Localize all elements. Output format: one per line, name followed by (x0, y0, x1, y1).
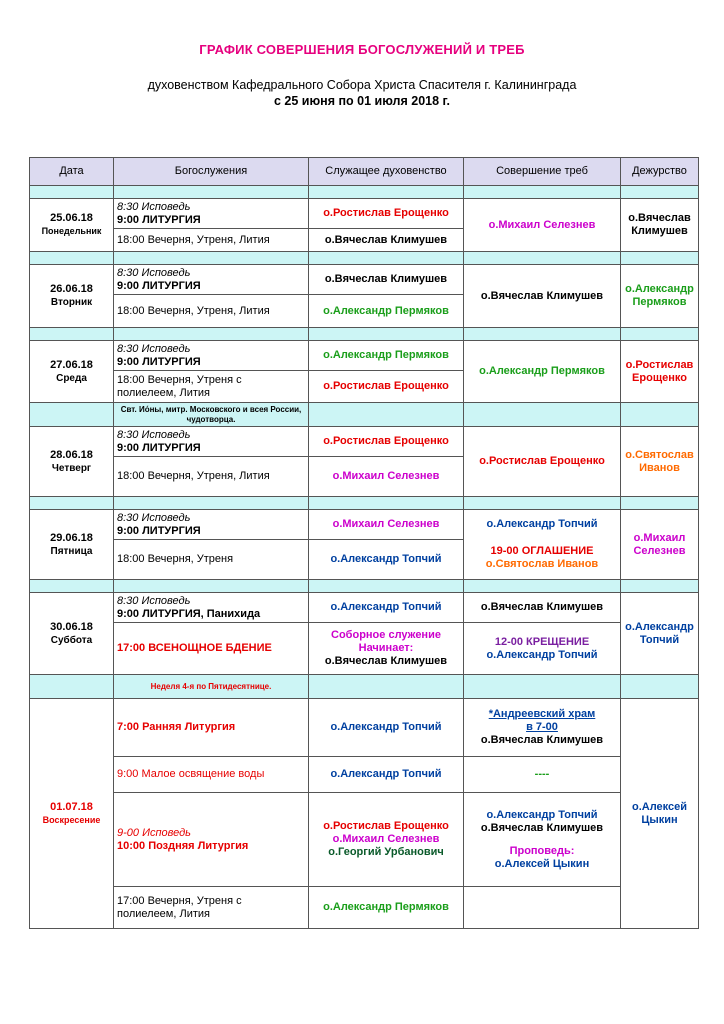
treby-cell: о.Александр Топчий 19-00 ОГЛАШЕНИЕ о.Святослав Иванов (464, 510, 621, 580)
table-row (30, 699, 699, 757)
clergy-cell: о.Ростислав Ерощенко (309, 199, 464, 229)
page-subtitle: духовенством Кафедрального Собора Христа Спасителя г. Калининграда (147, 78, 577, 92)
date-cell: 25.06.18 Понедельник (30, 199, 114, 252)
table-header-row (30, 158, 699, 186)
duty-cell: о.Ростислав Ерощенко (621, 341, 699, 403)
service-cell: 18:00 Вечерня, Утреня с полиелеем, Лития (114, 371, 309, 403)
separator-row (30, 580, 699, 593)
separator-row (30, 328, 699, 341)
treby-cell: о.Ростислав Ерощенко (464, 427, 621, 497)
duty-cell: о.Александр Пермяков (621, 265, 699, 328)
clergy-cell: Соборное служение Начинает: о.Вячеслав Климушев (309, 623, 464, 675)
service-cell: 18:00 Вечерня, Утреня, Лития (114, 457, 309, 497)
date-cell: 27.06.18 Среда (30, 341, 114, 403)
table-row (30, 427, 699, 457)
holiday-note: Неделя 4-я по Пятидесятнице. (114, 675, 309, 699)
clergy-cell: о.Вячеслав Климушев (309, 265, 464, 295)
holiday-row (30, 675, 699, 699)
treby-cell: 12-00 КРЕЩЕНИЕ о.Александр Топчий (464, 623, 621, 675)
treby-cell: *Андреевский храм в 7-00 о.Вячеслав Климушев (464, 699, 621, 757)
date-cell: 26.06.18 Вторник (30, 265, 114, 328)
service-cell: 18:00 Вечерня, Утреня (114, 540, 309, 580)
table-row (30, 887, 699, 929)
treby-cell: о.Александр Пермяков (464, 341, 621, 403)
col-header-date: Дата (30, 158, 114, 186)
treby-cell: о.Вячеслав Климушев (464, 593, 621, 623)
treby-cell (464, 887, 621, 929)
clergy-cell: о.Вячеслав Климушев (309, 229, 464, 252)
service-cell: 17:00 ВСЕНОЩНОЕ БДЕНИЕ (114, 623, 309, 675)
table-row (30, 199, 699, 229)
clergy-cell: о.Александр Топчий (309, 757, 464, 793)
clergy-cell: о.Михаил Селезнев (309, 510, 464, 540)
duty-cell: о.Вячеслав Климушев (621, 199, 699, 252)
schedule-table (29, 157, 699, 929)
col-header-duty: Дежурство (621, 158, 699, 186)
page-title: ГРАФИК СОВЕРШЕНИЯ БОГОСЛУЖЕНИЙ И ТРЕБ (199, 42, 525, 57)
table-row (30, 510, 699, 540)
service-cell: 9-00 Исповедь 10:00 Поздняя Литургия (114, 793, 309, 887)
clergy-cell: о.Александр Топчий (309, 593, 464, 623)
treby-cell: о.Александр Топчий о.Вячеслав Климушев Проповедь: о.Алексей Цыкин (464, 793, 621, 887)
duty-cell: о.Михаил Селезнев (621, 510, 699, 580)
table-row (30, 593, 699, 623)
service-cell: 18:00 Вечерня, Утреня, Лития (114, 295, 309, 328)
service-cell: 9:00 Малое освящение воды (114, 757, 309, 793)
duty-cell: о.Святослав Иванов (621, 427, 699, 497)
clergy-cell: о.Александр Пермяков (309, 295, 464, 328)
clergy-cell: о.Александр Пермяков (309, 341, 464, 371)
page-period: с 25 июня по 01 июля 2018 г. (274, 94, 450, 108)
col-header-treby: Совершение треб (464, 158, 621, 186)
clergy-cell: о.Ростислав Ерощенко (309, 371, 464, 403)
clergy-cell: о.Александр Топчий (309, 540, 464, 580)
service-cell: 18:00 Вечерня, Утреня, Лития (114, 229, 309, 252)
col-header-services: Богослужения (114, 158, 309, 186)
clergy-cell: о.Александр Топчий (309, 699, 464, 757)
table-row (30, 341, 699, 371)
date-cell: 01.07.18 Воскресение (30, 699, 114, 929)
duty-cell: о.Александр Топчий (621, 593, 699, 675)
table-row (30, 623, 699, 675)
service-cell: 8:30 Исповедь 9:00 ЛИТУРГИЯ (114, 341, 309, 371)
service-cell: 8:30 Исповедь 9:00 ЛИТУРГИЯ (114, 199, 309, 229)
service-cell: 8:30 Исповедь 9:00 ЛИТУРГИЯ (114, 510, 309, 540)
treby-cell: о.Михаил Селезнев (464, 199, 621, 252)
table-row (30, 265, 699, 295)
service-cell: 7:00 Ранняя Литургия (114, 699, 309, 757)
clergy-cell: о.Александр Пермяков (309, 887, 464, 929)
separator-row (30, 497, 699, 510)
date-cell: 29.06.18 Пятница (30, 510, 114, 580)
clergy-cell: о.Ростислав Ерощенко о.Михаил Селезнев о.Георгий Урбанович (309, 793, 464, 887)
service-cell: 8:30 Исповедь 9:00 ЛИТУРГИЯ (114, 265, 309, 295)
clergy-cell: о.Михаил Селезнев (309, 457, 464, 497)
holiday-row (30, 403, 699, 427)
service-cell: 17:00 Вечерня, Утреня с полиелеем, Лития (114, 887, 309, 929)
table-row (30, 793, 699, 887)
date-cell: 30.06.18 Суббота (30, 593, 114, 675)
treby-cell: о.Вячеслав Климушев (464, 265, 621, 328)
duty-cell: о.Алексей Цыкин (621, 699, 699, 929)
service-cell: 8:30 Исповедь 9:00 ЛИТУРГИЯ (114, 427, 309, 457)
service-cell: 8:30 Исповедь 9:00 ЛИТУРГИЯ, Панихида (114, 593, 309, 623)
col-header-clergy: Служащее духовенство (309, 158, 464, 186)
clergy-cell: о.Ростислав Ерощенко (309, 427, 464, 457)
table-row (30, 757, 699, 793)
separator-row (30, 252, 699, 265)
treby-cell: ---- (464, 757, 621, 793)
separator-row (30, 186, 699, 199)
date-cell: 28.06.18 Четверг (30, 427, 114, 497)
holiday-note: Свт. Ио́ны, митр. Московского и всея России, чудотворца. (114, 403, 309, 427)
